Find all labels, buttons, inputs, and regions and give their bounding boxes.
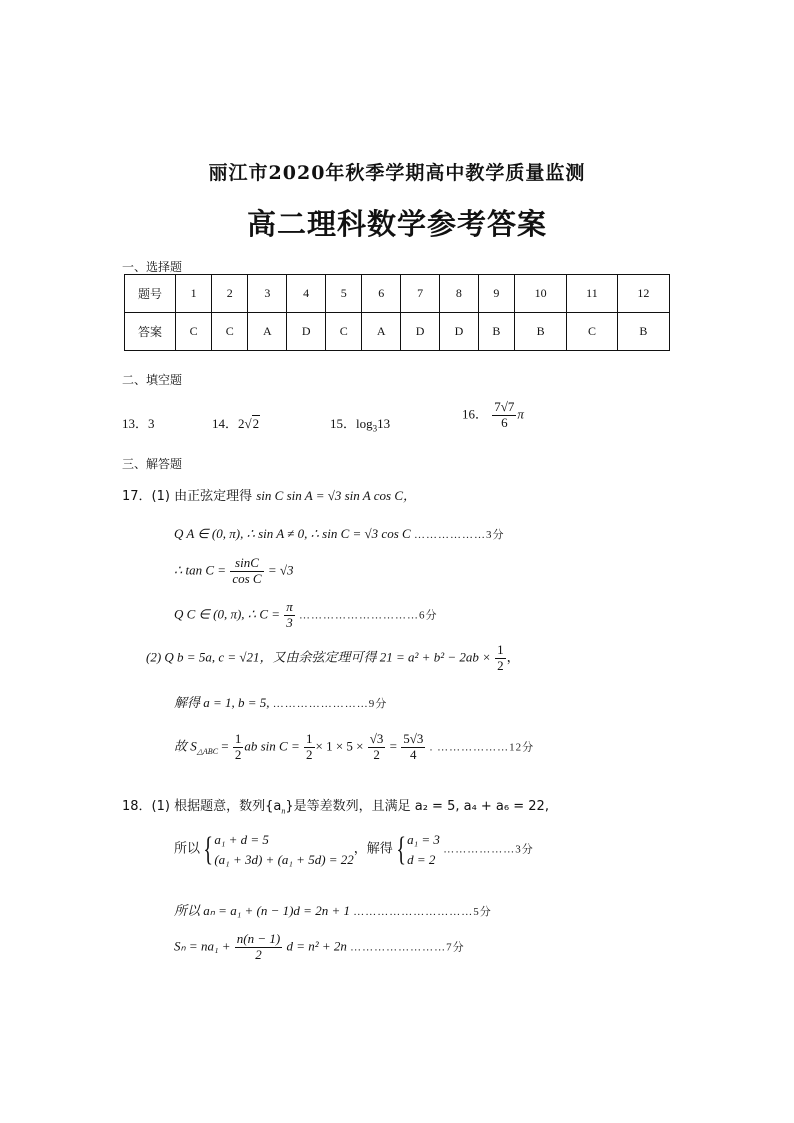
pi-symbol: π [517, 406, 524, 422]
answer-16 [462, 400, 524, 431]
numerator: 7√7 [494, 399, 515, 414]
q17-step: Q C ∈ (0, π), ∴ C = [174, 606, 281, 622]
score-mark: . ………………12分 [429, 741, 535, 754]
denominator: 4 [410, 746, 417, 762]
q17-step: 解得 a = 1, b = 5, [174, 695, 270, 710]
equation: a₁ + d = 5 [214, 832, 269, 847]
subscript: △ABC [196, 747, 219, 757]
question-number: 7 [401, 275, 440, 313]
answer-cell: C [326, 313, 362, 351]
question-number: 9 [478, 275, 514, 313]
q18-condition: }是等差数列，且满足 a₂ = 5, a₄ + a₆ = 22, [285, 799, 549, 814]
fraction [235, 932, 282, 963]
log-base: 3 [372, 423, 378, 434]
q18-line-1 [122, 795, 549, 816]
answer-14 [212, 413, 260, 432]
equals: = [386, 738, 401, 754]
answer-13: 13．3 [122, 416, 155, 431]
fraction [304, 732, 315, 763]
q18-label: 18．(1) 根据题意，数列{a [122, 799, 282, 814]
question-number: 2 [212, 275, 248, 313]
question-number: 11 [567, 275, 617, 313]
numerator: 1 [497, 642, 504, 657]
solution-system [407, 830, 440, 869]
exam-title: 丽江市2020年秋季学期高中教学质量监测 [208, 162, 586, 184]
q18-step: 所以 aₙ = a₁ + (n − 1)d = 2n + 1 [174, 903, 350, 918]
score-mark: ………………3分 [443, 843, 534, 856]
equation: d = 2 [407, 851, 436, 867]
denominator: cos C [232, 570, 262, 586]
score-mark: …………………………5分 [353, 906, 492, 918]
row-label-answer: 答案 [125, 313, 176, 351]
equation: (a₁ + 3d) + (a₁ + 5d) = 22 [214, 851, 354, 867]
sqrt-sign: √ [244, 416, 252, 431]
question-number: 1 [176, 275, 212, 313]
exam-subtitle: 高二理科数学参考答案 [246, 207, 547, 241]
equation: a₁ = 3 [407, 832, 440, 847]
answer-cell: B [617, 313, 669, 351]
score-mark: ……………………9分 [272, 698, 388, 710]
q18-line-4 [174, 932, 465, 963]
equation-system [214, 830, 353, 869]
answer-cell: C [212, 313, 248, 351]
question-number: 3 [248, 275, 287, 313]
section-solve-heading: 三、解答题 [122, 457, 183, 471]
answer-cell: D [287, 313, 326, 351]
answer-cell: D [401, 313, 440, 351]
q17-label: 17．(1) 由正弦定理得 [122, 489, 253, 504]
q17-part-2 [146, 643, 520, 674]
q18-step: 所以 [174, 841, 201, 857]
q18-step: d = n² + 2n [286, 938, 347, 954]
denominator: 3 [286, 614, 293, 630]
table-row-answers [125, 313, 670, 351]
row-label-number: 题号 [125, 275, 176, 313]
left-brace: { [203, 830, 214, 868]
log-text: 15．log [330, 416, 373, 431]
denominator: 2 [373, 746, 380, 762]
question-number: 12 [617, 275, 669, 313]
answer-cell: A [362, 313, 401, 351]
denominator: 6 [501, 414, 508, 430]
question-number: 4 [287, 275, 326, 313]
left-brace: { [396, 830, 406, 868]
denominator: 2 [255, 946, 262, 962]
q17-step: ∴ tan C = [174, 562, 227, 578]
q17-step: = √3 [267, 562, 294, 578]
numerator: 1 [306, 731, 313, 746]
score-mark: ………………3分 [413, 529, 505, 541]
q18-line-3 [174, 900, 492, 919]
answer-cell: B [515, 313, 567, 351]
q17-step: × 1 × 5 × [315, 738, 364, 754]
answer-cell: C [567, 313, 617, 351]
numerator: √3 [369, 731, 384, 746]
q18-step: Sₙ = na₁ + [174, 938, 231, 954]
question-number: 8 [439, 275, 478, 313]
numerator: sinC [230, 556, 263, 572]
punctuation: ， [506, 649, 520, 665]
q17-equation: sin C sin A = √3 sin A cos C， [256, 488, 417, 503]
q17-line-7 [174, 732, 534, 763]
score-mark: ……………………7分 [350, 941, 465, 954]
q18-system [174, 830, 534, 869]
answer-cell: A [248, 313, 287, 351]
q18-step: ，解得 [353, 841, 393, 857]
fraction [401, 732, 425, 763]
subscript: n [281, 806, 286, 816]
fraction [284, 600, 295, 631]
q17-step: Q A ∈ (0, π), ∴ sin A ≠ 0, ∴ sin C = √3 cos C [174, 526, 411, 541]
numerator: 1 [234, 731, 242, 746]
answer-cell: D [439, 313, 478, 351]
question-number: 5 [326, 275, 362, 313]
score-mark: …………………………6分 [299, 609, 438, 622]
question-number: 6 [362, 275, 401, 313]
q17-line-2 [174, 526, 504, 542]
section-fill-heading: 二、填空题 [122, 373, 183, 387]
q17-step: ab sin C = [244, 738, 303, 754]
table-row-numbers [125, 275, 670, 313]
question-number: 10 [515, 275, 567, 313]
equals: = [218, 738, 232, 754]
denominator: 2 [497, 657, 504, 673]
q17-line-1 [122, 485, 416, 504]
q17-line-6 [174, 692, 387, 711]
fraction [495, 643, 506, 674]
section-choice-heading: 一、选择题 [122, 260, 183, 274]
answer-table [124, 274, 670, 351]
answer-16-label: 16． [462, 406, 489, 422]
q17-step: (2) Q b = 5a, c = √21，又由余弦定理可得 21 = a² + b² − 2ab × [146, 649, 491, 665]
radicand: 2 [252, 416, 260, 431]
q17-line-3 [174, 556, 294, 587]
log-arg: 13 [377, 416, 391, 431]
q17-step: 故 S [174, 738, 197, 754]
fraction [368, 732, 386, 763]
answer-14-label: 14．2 [212, 416, 245, 431]
fraction [233, 732, 244, 763]
answer-15 [330, 413, 390, 434]
answer-cell: B [478, 313, 514, 351]
numerator: 5√3 [403, 731, 424, 746]
answer-cell: C [176, 313, 212, 351]
fraction [230, 556, 263, 587]
fraction [492, 400, 516, 431]
denominator: 2 [234, 746, 242, 762]
q17-line-4 [174, 600, 438, 631]
numerator: n(n − 1) [236, 931, 281, 946]
numerator: π [286, 599, 293, 614]
denominator: 2 [306, 746, 313, 762]
